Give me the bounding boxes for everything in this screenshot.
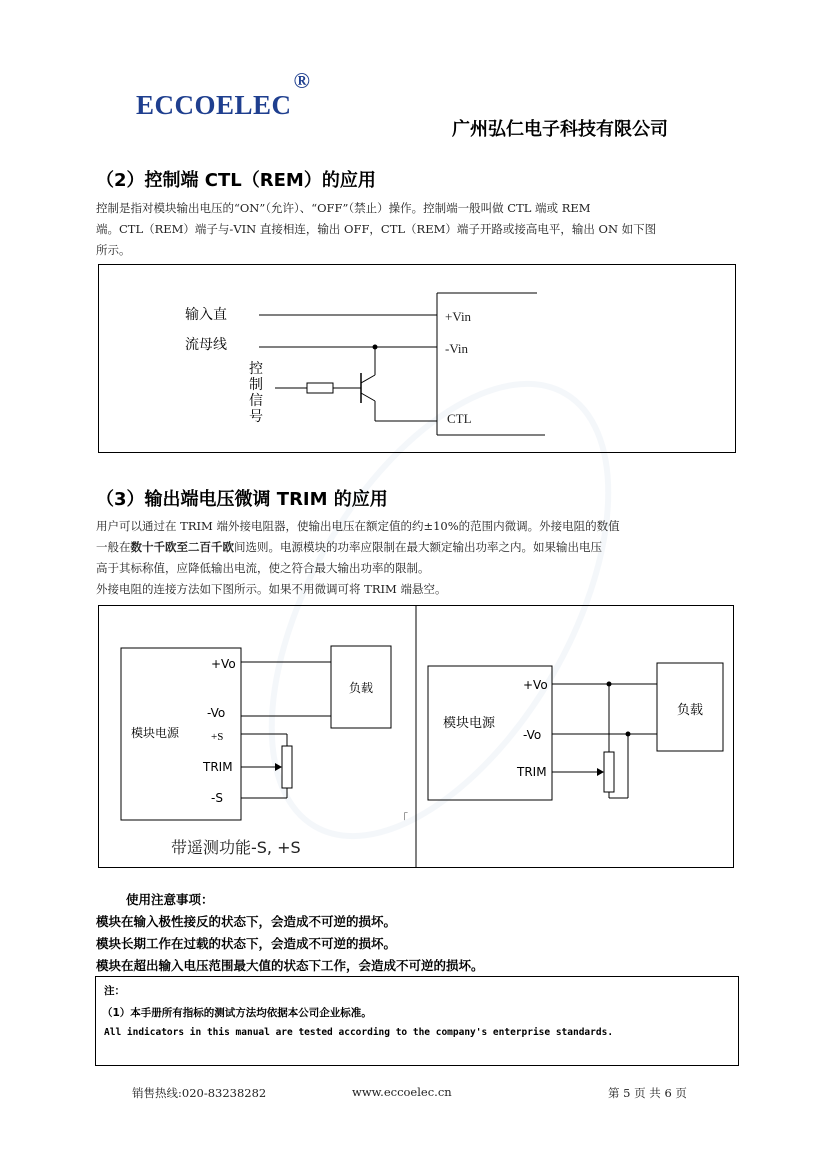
left-vo-plus-label: +Vo — [211, 657, 236, 671]
vin-plus-label: +Vin — [445, 309, 472, 324]
notice-line-1: （1）本手册所有指标的测试方法均依据本公司企业标准。 — [102, 1007, 372, 1019]
company-name: 广州弘仁电子科技有限公司 — [452, 119, 668, 140]
signal-label-char: 号 — [249, 409, 263, 425]
paragraph-line: 控制是指对模块输出电压的“ON”（允许）、“OFF”（禁止）操作。控制端一般叫做 CTL 端或 REM — [96, 201, 591, 215]
note-item: 模块在超出输入电压范围最大值的状态下工作，会造成不可逆的损坏。 — [96, 958, 484, 973]
notes-list — [96, 911, 484, 977]
notice-label: 注： — [104, 985, 125, 997]
paragraph-line: 端。CTL（REM）端子与-VIN 直接相连，输出 OFF，CTL（REM）端子开路或接高电平，输出 ON 如下图 — [96, 222, 657, 236]
signal-label-char: 信 — [249, 393, 263, 409]
text-span: 一般在 — [96, 540, 131, 554]
notice-line-2: All indicators in this manual are tested according to the company's enterprise standards. — [104, 1027, 614, 1038]
text-span: 间选则。电源模块的功率应限制在最大额定输出功率之内。如果输出电压 — [234, 540, 602, 554]
trim-circuit-diagrams — [99, 606, 733, 867]
paragraph-line — [96, 537, 740, 558]
ctl-label: CTL — [447, 411, 472, 426]
right-vo-plus-label: +Vo — [523, 678, 548, 692]
paragraph-line: 所示。 — [96, 243, 131, 257]
left-module-label: 模块电源 — [131, 726, 180, 740]
input-label-1: 输入直 — [185, 307, 227, 323]
trim-diagram-frame — [98, 605, 734, 868]
page-indicator: 第 5 页 共 6 页 — [608, 1086, 687, 1100]
section-2-paragraph — [96, 198, 740, 261]
input-label-2: 流母线 — [185, 337, 227, 353]
notice-box — [95, 976, 739, 1066]
registered-mark: ® — [293, 68, 311, 93]
left-load-label: 负载 — [349, 681, 374, 695]
bold-range: 数十千欧至二百千欧 — [130, 540, 234, 554]
right-module-label: 模块电源 — [443, 716, 496, 731]
corner-mark: 「 — [397, 812, 408, 825]
remote-sense-caption: 带遥测功能-S, +S — [171, 838, 301, 857]
note-item: 模块在输入极性接反的状态下，会造成不可逆的损坏。 — [96, 914, 397, 929]
section-3-title: （3）输出端电压微调 TRIM 的应用 — [96, 489, 388, 510]
notes-title: 使用注意事项： — [126, 892, 214, 907]
paragraph-line: 用户可以通过在 TRIM 端外接电阻器，使输出电压在额定值的约±10%的范围内微调。外接电阻的数值 — [96, 519, 620, 533]
website-link[interactable]: www.eccoelec.cn — [352, 1085, 452, 1099]
right-trim-label: TRIM — [517, 765, 547, 779]
section-3-paragraph — [96, 516, 740, 600]
paragraph-line: 高于其标称值，应降低输出电流，使之符合最大输出功率的限制。 — [96, 561, 430, 575]
right-vo-minus-label: -Vo — [523, 728, 542, 742]
vin-minus-label: -Vin — [445, 341, 469, 356]
signal-label-char: 控 — [249, 361, 263, 377]
left-vo-minus-label: -Vo — [207, 706, 226, 720]
ctl-diagram-frame — [98, 264, 736, 453]
logo-text: ECCOELEC — [136, 90, 292, 120]
brand-logo — [136, 68, 311, 121]
paragraph-line: 外接电阻的连接方法如下图所示。如果不用微调可将 TRIM 端悬空。 — [96, 582, 447, 596]
left-s-minus-label: -S — [211, 791, 223, 805]
section-2-title: （2）控制端 CTL（REM）的应用 — [96, 170, 376, 191]
left-s-plus-label: +S — [211, 731, 224, 743]
sales-hotline: 销售热线:020-83238282 — [132, 1086, 267, 1100]
right-load-label: 负载 — [677, 703, 704, 718]
left-trim-label: TRIM — [203, 760, 233, 774]
signal-label-char: 制 — [249, 377, 263, 393]
ctl-circuit-diagram — [99, 265, 735, 452]
note-item: 模块长期工作在过载的状态下，会造成不可逆的损坏。 — [96, 936, 397, 951]
